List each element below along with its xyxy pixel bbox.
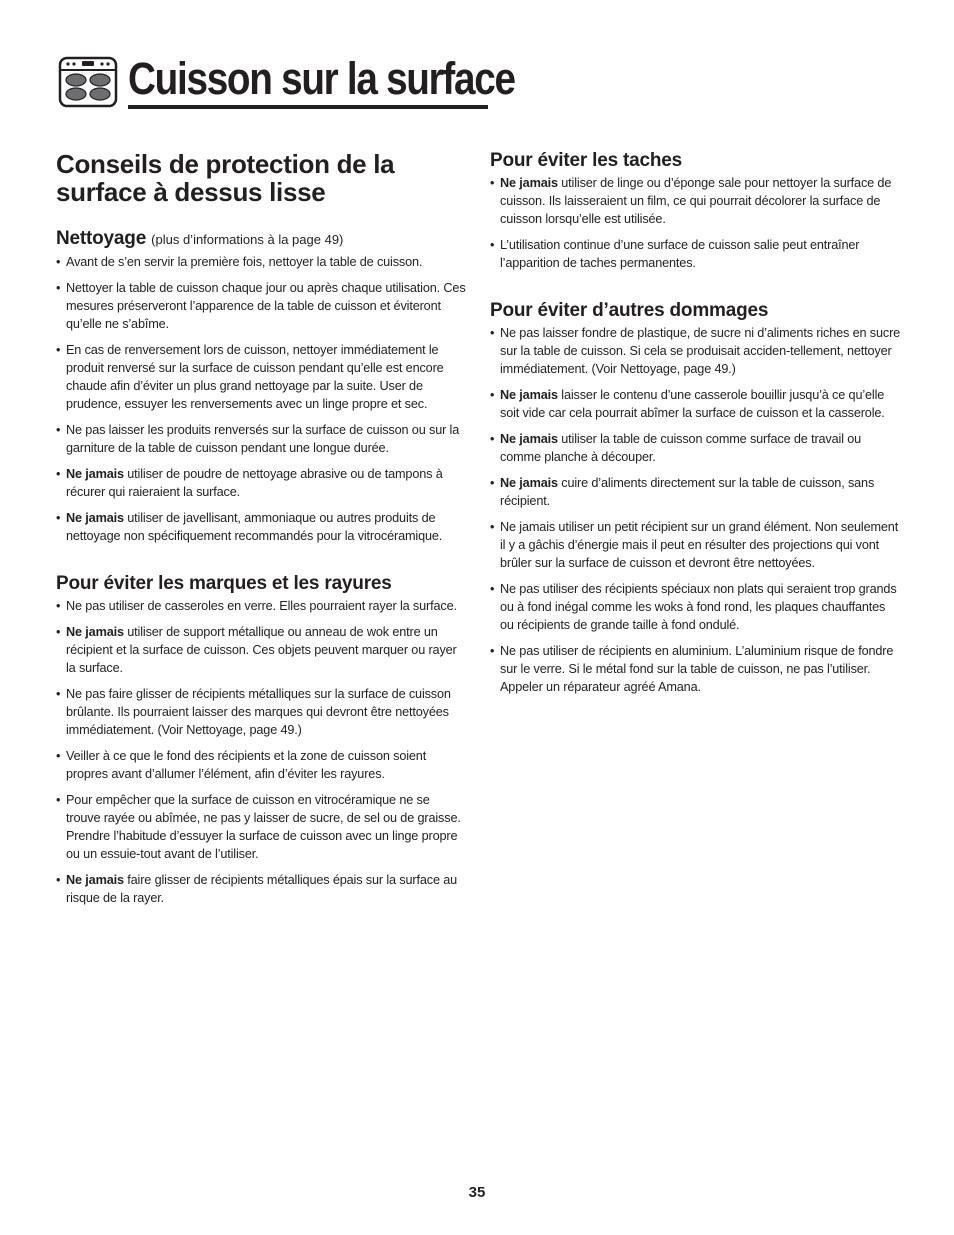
bullet-text: utiliser de linge ou d’éponge sale pour nettoyer la surface de cuisson. Ils laisseraient un film, ce qui pourrait décolorer la surface de cuisson lorsqu’elle est utilisée. — [500, 176, 892, 226]
section-title: Pour éviter les taches — [490, 150, 683, 171]
bullet-text: En cas de renversement lors de cuisson, nettoyer immédiatement le produit renversé sur la surface de cuisson pendant qu’elle est encore chaude afin d’éviter un plus grand nettoyage par la suite. User de prudence, essuyer les renversements avec un linge propre et sec. — [66, 343, 444, 411]
bullet-text: Pour empêcher que la surface de cuisson en vitrocéramique ne se trouve rayée ou abîmée, ne pas y laisser de sucre, de sel ou de graisse. Prendre l’habitude d’essuyer la surface de cuisson avec un linge propre ou un essuie-tout avant de l’utiliser. — [66, 793, 461, 861]
bullet-item — [490, 580, 902, 634]
bullet-item — [490, 642, 902, 696]
bullet-list — [490, 174, 902, 272]
bullet-item — [490, 324, 902, 378]
bullet-text: utiliser de javellisant, ammoniaque ou autres produits de nettoyage non spécifiquement recommandés pour la vitrocéramique. — [66, 511, 443, 543]
bullet-text: utiliser la table de cuisson comme surface de travail ou comme planche à découper. — [500, 432, 862, 464]
bullet-item — [490, 174, 902, 228]
bullet-item — [56, 623, 466, 677]
emphasis-text: Ne jamais — [66, 625, 124, 639]
bullet-list — [56, 253, 466, 545]
bullet-text: faire glisser de récipients métalliques épais sur la surface au risque de la rayer. — [66, 873, 458, 905]
emphasis-text: Ne jamais — [66, 467, 124, 481]
bullet-item — [56, 509, 466, 545]
title-underline — [128, 105, 488, 109]
bullet-item — [56, 341, 466, 413]
section-spacer — [490, 280, 902, 300]
bullet-item — [56, 685, 466, 739]
section-heading — [56, 228, 466, 251]
emphasis-text: Ne jamais — [66, 511, 124, 525]
cooktop-icon — [58, 56, 118, 108]
bullet-text: laisser le contenu d’une casserole bouillir jusqu’à ce qu’elle soit vide car cela pourrait abîmer la surface de cuisson et la casserole. — [500, 388, 885, 420]
emphasis-text: Ne jamais — [66, 873, 124, 887]
bullet-item — [56, 597, 466, 615]
bullet-text: Ne pas laisser fondre de plastique, de sucre ni d’aliments riches en sucre sur la table de cuisson. Si cela se produisait acciden-tellement, nettoyer immédiatement. (Voir Nettoyage, page 49.) — [500, 326, 901, 376]
bullet-item — [56, 253, 466, 271]
bullet-item — [490, 236, 902, 272]
bullet-list — [56, 597, 466, 907]
bullet-text: Ne pas laisser les produits renversés sur la surface de cuisson ou sur la garniture de la table de cuisson pendant une longue durée. — [66, 423, 460, 455]
section-title: Pour éviter d’autres dommages — [490, 300, 769, 321]
bullet-text: utiliser de poudre de nettoyage abrasive ou de tampons à récurer qui raieraient la surface. — [66, 467, 443, 499]
section-heading — [56, 573, 466, 595]
bullet-item — [56, 747, 466, 783]
bullet-list — [490, 324, 902, 696]
bullet-item — [56, 421, 466, 457]
section-title: Pour éviter les marques et les rayures — [56, 573, 392, 594]
bullet-text: cuire d’aliments directement sur la table de cuisson, sans récipient. — [500, 476, 875, 508]
bullet-item — [56, 279, 466, 333]
bullet-text: Ne pas utiliser de récipients en aluminium. L’aluminium risque de fondre sur le verre. Si le métal fond sur la table de cuisson, ne pas l’utiliser. Appeler un réparateur agréé Amana. — [500, 644, 894, 694]
bullet-item — [490, 474, 902, 510]
emphasis-text: Ne jamais — [500, 388, 558, 402]
left-column — [56, 150, 466, 915]
main-heading: Conseils de protection de la surface à dessus lisse — [56, 149, 395, 207]
bullet-item — [490, 386, 902, 422]
right-sections — [490, 150, 902, 696]
page-title: Cuisson sur la surface — [128, 53, 515, 104]
bullet-item — [56, 791, 466, 863]
bullet-text: Ne pas utiliser de casseroles en verre. Elles pourraient rayer la surface. — [66, 599, 457, 613]
page-number: 35 — [468, 1184, 486, 1201]
bullet-text: Ne pas faire glisser de récipients métalliques sur la surface de cuisson brûlante. Ils pourraient laisser des marques qui devront être nettoyées immédiatement. (Voir Nettoyage, page 49.) — [66, 687, 451, 737]
bullet-text: Avant de s’en servir la première fois, nettoyer la table de cuisson. — [66, 255, 423, 269]
emphasis-text: Ne jamais — [500, 176, 558, 190]
bullet-text: Nettoyer la table de cuisson chaque jour ou après chaque utilisation. Ces mesures préserveront l’apparence de la table de cuisson et éviteront qu’elle ne s’abîme. — [66, 281, 466, 331]
right-column — [490, 150, 902, 704]
section-spacer — [56, 553, 466, 573]
bullet-text: Veiller à ce que le fond des récipients et la zone de cuisson soient propres avant d’allumer l’élément, afin d’éviter les rayures. — [66, 749, 427, 781]
bullet-item — [56, 465, 466, 501]
section-heading — [490, 150, 902, 172]
page-header — [56, 52, 515, 112]
bullet-text: Ne jamais utiliser un petit récipient sur un grand élément. Non seulement il y a gâchis d’énergie mais il peut en résulter des projections qui vont brûler sur la surface de cuisson et devront être nettoyées. — [500, 520, 899, 570]
bullet-text: utiliser de support métallique ou anneau de wok entre un récipient et la surface de cuisson. Ces objets peuvent marquer ou rayer la surface. — [66, 625, 457, 675]
emphasis-text: Ne jamais — [500, 476, 558, 490]
bullet-item — [56, 871, 466, 907]
bullet-text: Ne pas utiliser des récipients spéciaux non plats qui seraient trop grands ou à fond inégal comme les woks à fond rond, les plaques chauffantes ou récipients de grande taille à fond ondulé. — [500, 582, 897, 632]
emphasis-text: Ne jamais — [500, 432, 558, 446]
left-sections — [56, 228, 466, 907]
bullet-item — [490, 518, 902, 572]
section-note: (plus d’informations à la page 49) — [151, 232, 344, 247]
bullet-item — [490, 430, 902, 466]
section-heading — [490, 300, 902, 322]
section-title: Nettoyage — [56, 228, 147, 249]
bullet-text: L’utilisation continue d’une surface de cuisson salie peut entraîner l’apparition de taches permanentes. — [500, 238, 860, 270]
